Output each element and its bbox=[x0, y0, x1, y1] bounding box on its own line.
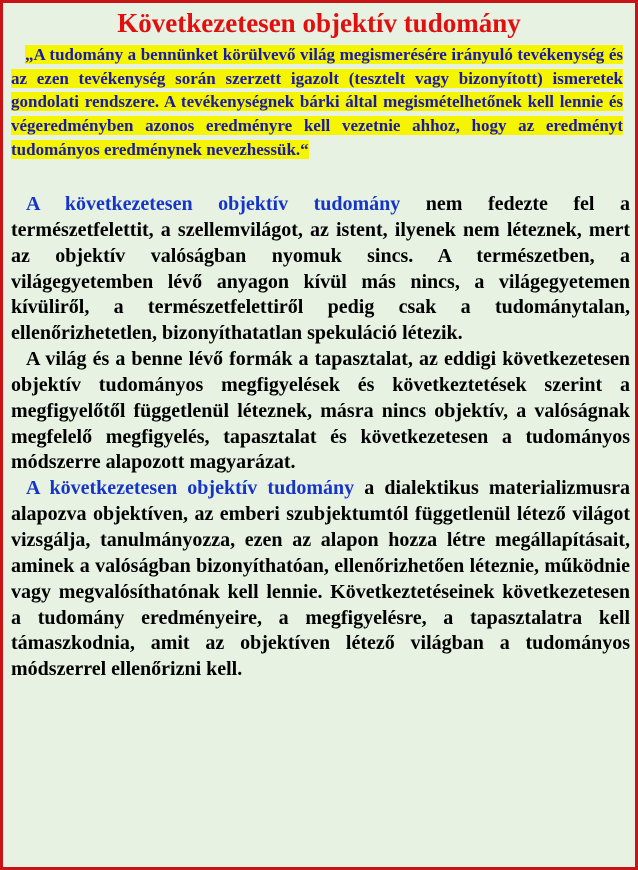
page-title: Következetesen objektív tudomány bbox=[117, 8, 521, 38]
paragraph-2-text: A világ és a benne lévő formák a tapasztalat, az eddigi következetesen objektív tudományos megfigyelések és következtetések szerint a megfigyelőtől függetlenül léteznek, másra nincs objektív, a valóságnak megfelelő megfigyelés, tapasztalat és következetesen a tudományos módszerre alapozott magyarázat. bbox=[11, 348, 630, 474]
paragraph-1-lead: A következetesen objektív tudomány bbox=[26, 193, 401, 215]
paragraph-1-text: nem fedezte fel a természetfelettit, a szellemvilágot, az istent, ilyenek nem léteznek, mert az objektív valóságban nyomuk sincs. A természetben, a világegyetemben lévő anyagon kívül más nincs, a világegyetemen kívüliről, a természetfelettiről pedig csak a tudománytalan, ellenőrizhetetlen, bizonyíthatatlan spekuláció létezik. bbox=[11, 193, 630, 345]
paragraph-2 bbox=[11, 347, 630, 476]
paragraph-3-lead: A következetesen objektív tudomány bbox=[26, 477, 355, 500]
paragraph-3-text: a dialektikus materializmusra alapozva objektíven, az emberi szubjektumtól függetlenül létező világot vizsgálja, tanulmányozza, ezen az alapon hozza létre megállapításait, aminek a valóságban bizonyíthatóan, ellenőrizhetően léteznie, működnie vagy megvalósíthatónak kell lennie. Következtetéseinek következetesen a tudomány eredményeire, a megfigyelésre, a tapasztalatra kell támaszkodnia, amit az objektíven létező világban a tudományos módszerrel ellenőrizni kell. bbox=[11, 477, 630, 681]
paragraph-3 bbox=[11, 476, 630, 683]
body-text bbox=[11, 192, 630, 683]
paragraph-1 bbox=[11, 192, 630, 347]
quote-text: „A tudomány a bennünket körülvevő világ megismerésére irányuló tevékenység és az ezen tevékenység során szerzett igazolt (tesztelt vagy bizonyított) ismeretek gondolati rendszere. A tevékenységnek bárki által megismételhetőnek kell lennie és végeredményben azonos eredményre kell vezetnie ahhoz, hogy az eredményt tudományos eredménynek nevezhessük.“ bbox=[11, 45, 623, 159]
definition-quote bbox=[11, 43, 623, 162]
